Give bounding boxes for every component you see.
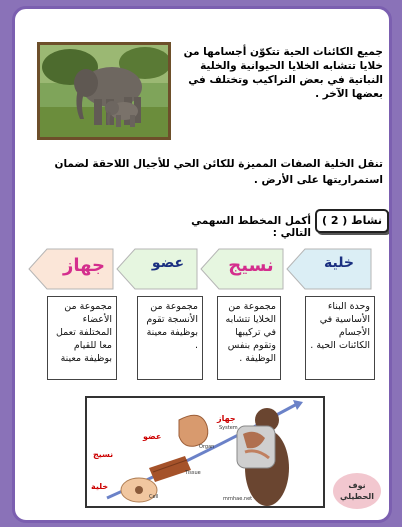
- diagram-en-system: System: [219, 425, 238, 431]
- diagram-en-cell: Cell: [149, 494, 159, 500]
- signature-line-2: الحطيلي: [340, 492, 374, 501]
- elephants-photo: [37, 42, 171, 140]
- activity-badge: نشاط ( 2 ): [315, 209, 389, 233]
- diagram-label-system: جهاز: [217, 414, 236, 423]
- organization-diagram: [85, 396, 325, 508]
- intro-paragraph-1: جميع الكائنات الحية تتكوّن أجسامها من خلايا تتشابه الخلايا الحيوانية والخلية النباتية في بعض التراكيب وتختلف في بعضها الآخر .: [183, 46, 383, 100]
- flow-label-organ: عضو: [151, 255, 185, 271]
- diagram-en-organ: Organ: [199, 444, 215, 450]
- definition-tissue: مجموعة من الخلايا تتشابه في تركيبها وتقوم بنفس الوظيفة .: [217, 296, 281, 380]
- author-signature: [333, 473, 381, 509]
- flow-label-tissue: نسيج: [228, 255, 274, 276]
- signature-line-1: نوف: [348, 481, 366, 490]
- activity-instruction: أكمل المخطط السهمي التالي :: [191, 215, 311, 239]
- flow-label-system: جهاز: [63, 255, 105, 276]
- worksheet-page: [12, 6, 392, 523]
- diagram-label-cell: خلية: [91, 482, 109, 491]
- diagram-en-tissue: Tissue: [185, 470, 201, 476]
- flow-label-cell: خلية: [323, 255, 354, 271]
- diagram-credit: mrnhae.net: [223, 496, 253, 502]
- definition-system: مجموعة من الأعضاء المختلفة تعمل معا للقيام بوظيفة معينة: [47, 296, 117, 380]
- definition-organ: مجموعة من الأنسجة تقوم بوظيفة معينة .: [137, 296, 203, 380]
- diagram-label-organ: عضو: [143, 432, 162, 441]
- definition-cell: وحدة البناء الأساسية في الأجسام الكائنات الحية .: [305, 296, 375, 380]
- intro-paragraph-2: تنقل الخلية الصفات المميزة للكائن الحي للأجيال اللاحقة لضمان استمراريتها على الأرض .: [54, 158, 383, 186]
- diagram-label-tissue: نسيج: [93, 450, 114, 459]
